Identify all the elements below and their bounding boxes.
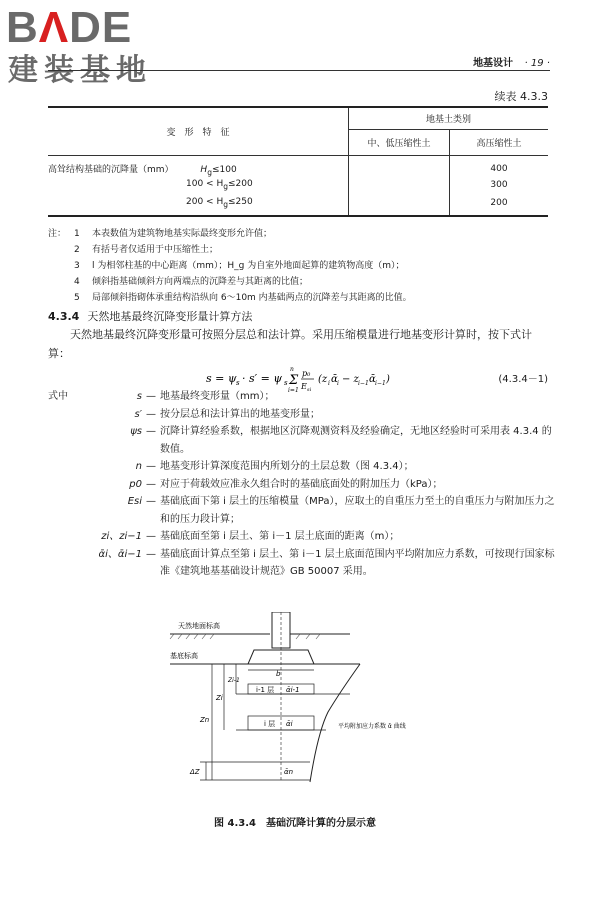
note-item: 2 有括号者仅适用于中压缩性土； xyxy=(74,245,219,255)
zi1-label: Zi-1 xyxy=(228,677,240,684)
th-deformation: 变 形 特 征 xyxy=(48,107,349,155)
svg-text:i: i xyxy=(328,380,330,387)
svg-text:i−1: i−1 xyxy=(358,380,369,387)
definitions xyxy=(48,388,558,581)
curve-label: 平均附加应力系数 ᾱ 曲线 xyxy=(338,723,406,730)
svg-text:− z: − z xyxy=(342,374,359,385)
svg-text:p₀: p₀ xyxy=(302,369,311,378)
svg-text:): ) xyxy=(386,374,390,385)
section-heading: 4.3.4 天然地基最终沉降变形量计算方法 xyxy=(48,310,253,323)
svg-text:si: si xyxy=(307,387,312,393)
definition-item: n — 地基变形计算深度范围内所划分的土层总数（图 4.3.4）； xyxy=(135,461,414,472)
table-continued-label: 续表 4.3.3 xyxy=(494,90,548,103)
th-medium-low: 中、低压缩性土 xyxy=(349,129,450,155)
a-i1-label: ᾱi-1 xyxy=(286,686,300,694)
running-header xyxy=(473,54,550,69)
svg-text:s = ψ: s = ψ xyxy=(206,372,237,385)
page-number: · 19 · xyxy=(524,58,550,69)
ground-hatch xyxy=(170,634,320,639)
svg-text:i: i xyxy=(337,380,339,387)
cond-3: $200 < H_g\le 250$ xyxy=(48,194,349,216)
definition-item: ᾱi、ᾱi−1 — 基础底面计算点至第 i 层土、第 i－1 层土底面范围内平均附加应力系数，可按现行国家标准《建筑地基基础设计规范》GB 50007 采用。 xyxy=(98,548,555,577)
svg-text:ᾱ: ᾱ xyxy=(369,374,376,385)
svg-text:n: n xyxy=(290,366,294,373)
layer-i1-label: i-1 层 xyxy=(256,686,275,694)
svg-text:ᾱ: ᾱ xyxy=(331,374,338,385)
zi-label: Zi xyxy=(216,694,223,702)
zn-label: Zn xyxy=(200,716,210,724)
definition-item: ψs — 沉降计算经验系数，根据地区沉降观测资料及经验确定，无地区经验时可采用表 4.3.4 的数值。 xyxy=(130,426,552,455)
b-label: b xyxy=(276,670,281,678)
definition-item: s′ — 按分层总和法计算出的地基变形量； xyxy=(134,408,320,420)
ground-label: 天然地面标高 xyxy=(178,622,220,630)
cell-400: 400 xyxy=(490,163,508,174)
svg-text:s: s xyxy=(284,379,288,387)
cond-1: $H_g\le 100$ xyxy=(200,164,237,177)
note-item: 3 l 为相邻柱基的中心距离（mm）；H_g 为自室外地面起算的建筑物高度（m）； xyxy=(74,261,405,271)
brand-logo xyxy=(6,3,181,96)
logo-wordmark: BΛDE xyxy=(6,3,133,52)
layer-i-label: i 层 xyxy=(264,720,276,728)
section-paragraph: 天然地基最终沉降变形量可按照分层总和法计算。采用压缩模量进行地基变形计算时，按下式计算： xyxy=(48,328,532,360)
table-row-label: 高耸结构基础的沉降量（mm） $H_g\le 100$ xyxy=(48,155,349,176)
cond-2: $100 < H_g\le 200$ xyxy=(48,176,349,194)
svg-text:(z: (z xyxy=(318,374,328,385)
svg-text:E: E xyxy=(301,382,307,391)
svg-text:i−1: i−1 xyxy=(375,380,386,387)
base-label: 基底标高 xyxy=(170,652,198,660)
a-i-label: ᾱi xyxy=(286,720,293,728)
logo-chinese: 建装基地 xyxy=(8,53,152,88)
deformation-table xyxy=(48,106,548,217)
definition-item: 式中 s — 地基最终变形量（mm）； xyxy=(48,391,275,402)
th-soil-category: 地基土类别 xyxy=(349,107,549,129)
formula-number: (4.3.4－1) xyxy=(498,374,548,385)
svg-text:s: s xyxy=(236,379,240,387)
svg-text:Σ: Σ xyxy=(289,373,299,388)
note-item: 4 倾斜指基础倾斜方向两端点的沉降差与其距离的比值； xyxy=(74,277,309,287)
settlement-layer-diagram xyxy=(160,612,480,792)
definition-item: zi、zi−1 — 基础底面至第 i 层土、第 i－1 层土底面的距离（m）； xyxy=(101,531,400,542)
note-item: 5 局部倾斜指砌体承重结构沿纵向 6～10m 内基础两点的沉降差与其距离的比值。 xyxy=(74,293,412,303)
dz-label: ΔZ xyxy=(190,768,200,776)
figure-caption: 图 4.3.4 基础沉降计算的分层示意 xyxy=(214,818,376,829)
cell-300: 300 xyxy=(490,180,508,191)
a-n-label: ᾱn xyxy=(284,768,294,776)
definition-item: p0 — 对应于荷载效应准永久组合时的基础底面处的附加压力（kPa）； xyxy=(129,478,443,490)
cell-200: 200 xyxy=(450,194,549,216)
definition-item: Esi — 基础底面下第 i 层土的压缩模量（MPa），应取土的自重压力至土的自重压力与附加压力之和的压力段计算； xyxy=(127,496,555,525)
header-rule xyxy=(48,70,550,71)
header-section: 地基设计 xyxy=(473,58,514,69)
th-high: 高压缩性土 xyxy=(450,129,549,155)
svg-text:· s′ = ψ: · s′ = ψ xyxy=(242,372,282,385)
note-item: 注： 1 本表数值为建筑物地基实际最终变形允许值； xyxy=(48,229,273,239)
svg-text:i=1: i=1 xyxy=(288,387,299,394)
table-notes xyxy=(48,226,553,306)
